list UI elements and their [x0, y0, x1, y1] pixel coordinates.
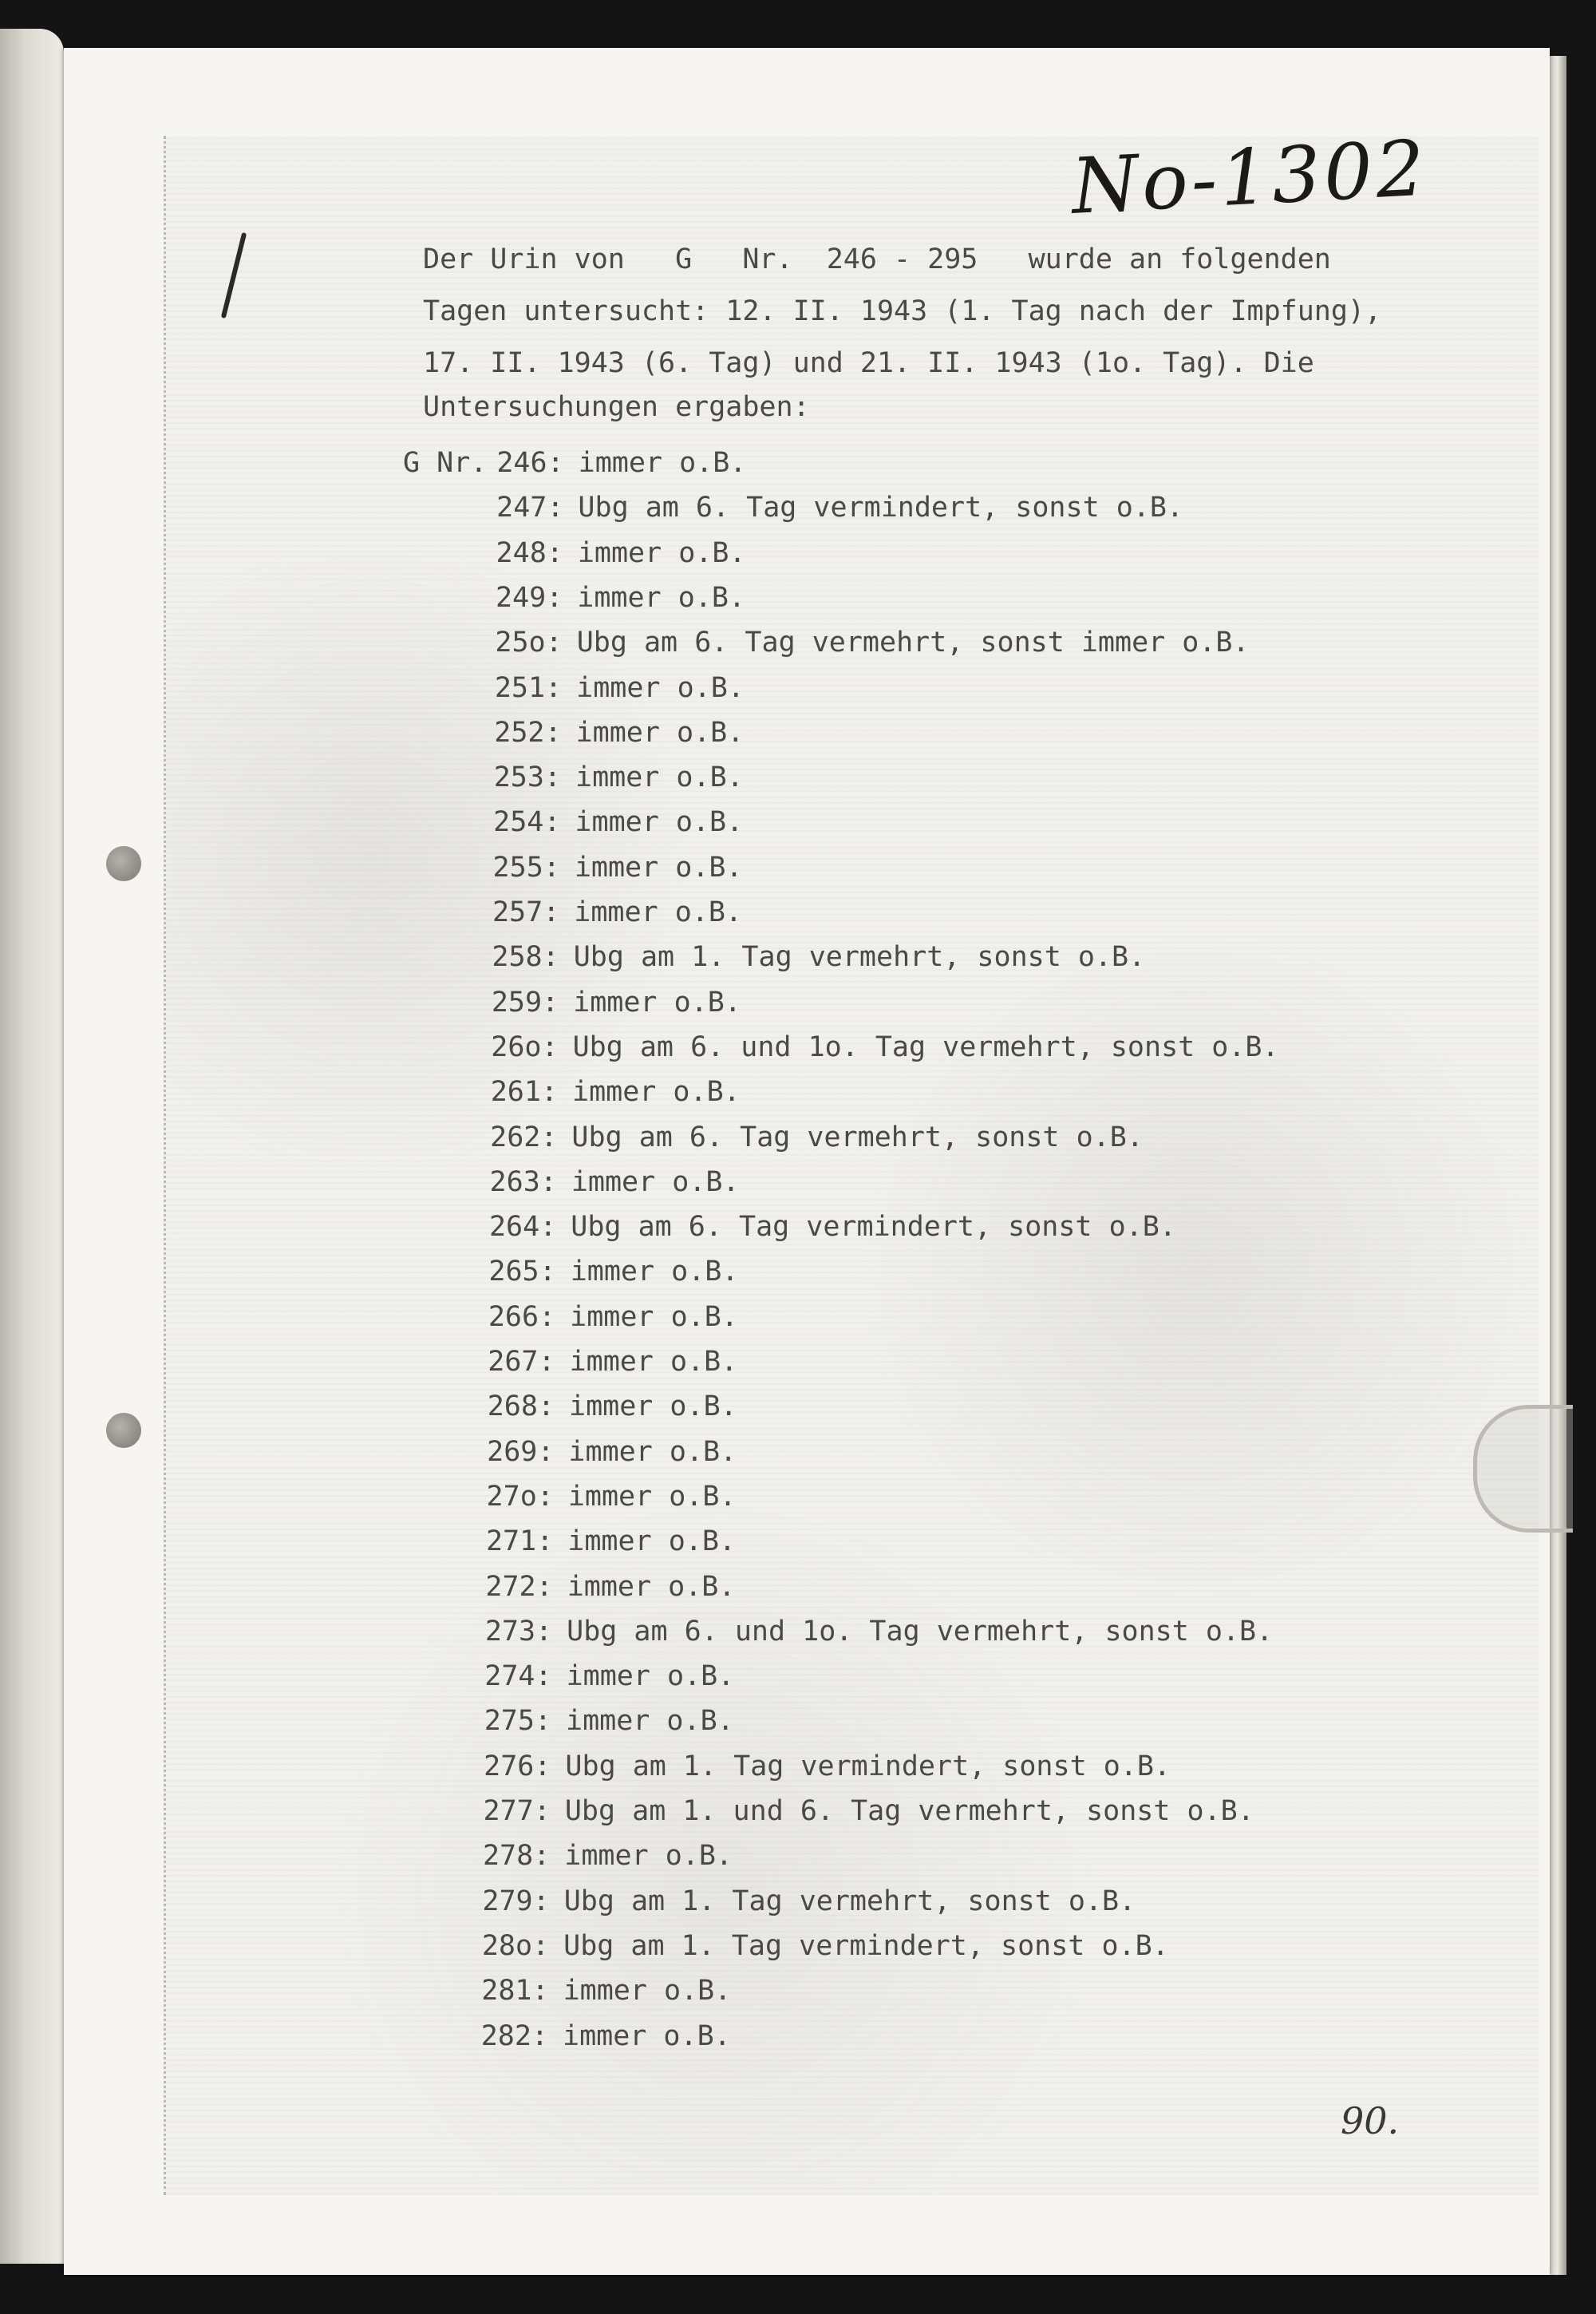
list-item — [451, 1795, 1254, 1827]
list-item — [456, 1211, 1176, 1243]
list-item — [452, 1660, 735, 1692]
list-item — [460, 896, 742, 928]
punch-hole-bottom — [106, 1413, 141, 1448]
entry-result: immer o.B. — [577, 581, 745, 614]
entry-number: 251: — [494, 671, 563, 704]
entry-number: 271: — [485, 1525, 554, 1558]
entry-result: Ubg am 6. und 1o. Tag vermehrt, sonst o.B. — [572, 1030, 1279, 1063]
entry-number: 25o: — [495, 627, 563, 659]
entry-result: immer o.B. — [569, 1346, 738, 1378]
entry-number: 28o: — [481, 1929, 550, 1962]
entry-number: 263: — [489, 1165, 557, 1198]
entry-result: immer o.B. — [577, 536, 746, 569]
list-item — [451, 1750, 1171, 1782]
entry-result: immer o.B. — [567, 1480, 737, 1513]
list-item — [453, 1571, 736, 1603]
list-item — [452, 1616, 1273, 1647]
entry-number: 266: — [488, 1300, 556, 1333]
intro-line: 17. II. 1943 (6. Tag) und 21. II. 1943 (1o. Tag). Die — [423, 347, 1314, 379]
entry-number: 281: — [481, 1975, 549, 2007]
entry-result: Ubg am 1. Tag vermehrt, sonst o.B. — [563, 1885, 1136, 1917]
entry-result: immer o.B. — [573, 986, 741, 1019]
list-item — [460, 852, 743, 884]
entry-result: immer o.B. — [575, 716, 745, 749]
entry-result: immer o.B. — [574, 851, 743, 884]
paper-clip — [1473, 1405, 1573, 1533]
entry-number: 247: — [496, 492, 564, 524]
entry-result: immer o.B. — [570, 1256, 739, 1288]
list-item — [461, 761, 744, 793]
list-item — [459, 987, 741, 1019]
entry-result: immer o.B. — [575, 761, 744, 794]
entry-number: 264: — [488, 1211, 557, 1244]
list-item — [454, 1436, 737, 1468]
list-item — [456, 1301, 738, 1333]
list-item — [453, 1525, 736, 1557]
entry-result: immer o.B. — [576, 671, 745, 704]
entry-result: immer o.B. — [564, 1840, 733, 1873]
list-item — [455, 1390, 737, 1422]
list-item — [456, 1256, 739, 1288]
intro-line: Tagen untersucht: 12. II. 1943 (1. Tag nach der Impfung), — [423, 295, 1382, 327]
entry-result: immer o.B. — [575, 806, 744, 839]
entry-result: immer o.B. — [566, 1705, 734, 1738]
entry-result: immer o.B. — [567, 1570, 736, 1603]
entry-result: Ubg am 1. und 6. Tag vermehrt, sonst o.B. — [564, 1795, 1254, 1827]
list-item — [462, 717, 745, 749]
entry-result: immer o.B. — [567, 1525, 736, 1558]
entry-number: 262: — [490, 1121, 558, 1153]
entry-number: 265: — [488, 1256, 556, 1288]
entry-result: immer o.B. — [571, 1165, 740, 1198]
entry-result: immer o.B. — [570, 1300, 738, 1333]
entry-result: Ubg am 6. Tag vermehrt, sonst o.B. — [571, 1121, 1144, 1153]
entry-number: 261: — [490, 1076, 558, 1109]
entry-result: immer o.B. — [569, 1390, 737, 1423]
list-item — [458, 1076, 741, 1108]
list-item — [456, 1346, 738, 1378]
document-number: No-1302 — [1069, 123, 1430, 231]
entry-result: Ubg am 6. Tag vermehrt, sonst immer o.B. — [576, 627, 1250, 659]
entry-number: 258: — [492, 941, 559, 974]
entry-result: immer o.B. — [568, 1435, 737, 1468]
list-item — [463, 582, 745, 614]
list-item — [450, 1840, 733, 1872]
entry-result: immer o.B. — [574, 896, 742, 928]
entry-result: Ubg am 6. Tag vermindert, sonst o.B. — [571, 1211, 1176, 1244]
entry-result: immer o.B. — [563, 1975, 732, 2007]
punch-hole-top — [106, 846, 141, 881]
intro-line: Der Urin von G Nr. 246 - 295 wurde an folgenden — [423, 243, 1331, 275]
list-item — [457, 1121, 1143, 1153]
entry-number: 276: — [484, 1750, 551, 1782]
entry-result: immer o.B. — [578, 447, 747, 479]
list-item — [459, 1031, 1279, 1063]
entry-number: 255: — [492, 851, 560, 884]
entry-result: Ubg am 6. Tag vermindert, sonst o.B. — [578, 492, 1184, 524]
entry-result: immer o.B. — [572, 1076, 741, 1109]
entry-number: 277: — [483, 1795, 551, 1827]
list-item — [448, 2020, 731, 2052]
entry-result: Ubg am 1. Tag vermindert, sonst o.B. — [565, 1750, 1171, 1782]
entry-number: 278: — [482, 1840, 551, 1873]
list-item — [463, 627, 1250, 659]
list-item — [462, 672, 745, 704]
entry-number: 279: — [482, 1885, 550, 1917]
list-item — [403, 447, 746, 479]
list-item — [450, 1885, 1136, 1917]
list-item — [449, 1930, 1169, 1962]
list-item — [452, 1705, 734, 1737]
entry-number: 274: — [484, 1660, 552, 1693]
entry-number: 273: — [484, 1615, 553, 1647]
entry-number: 26o: — [491, 1030, 559, 1063]
list-item — [460, 806, 743, 838]
entry-number: 269: — [487, 1435, 555, 1468]
entry-result: Ubg am 1. Tag vermindert, sonst o.B. — [563, 1929, 1169, 1962]
list-item — [449, 1975, 732, 2007]
entry-number: 246: — [496, 447, 564, 479]
entry-number: 282: — [480, 2019, 548, 2052]
entry-result: immer o.B. — [563, 2019, 731, 2052]
entry-number: 252: — [494, 716, 562, 749]
intro-line: Untersuchungen ergaben: — [423, 391, 810, 423]
entry-number: 254: — [493, 806, 561, 839]
entry-result: Ubg am 1. Tag vermehrt, sonst o.B. — [573, 941, 1146, 974]
list-item — [457, 1166, 740, 1198]
entry-result: immer o.B. — [566, 1660, 735, 1693]
adjacent-page-edge — [0, 29, 64, 2264]
entry-result: Ubg am 6. und 1o. Tag vermehrt, sonst o.B. — [567, 1615, 1274, 1647]
entry-number: 275: — [484, 1705, 551, 1738]
list-item — [454, 1481, 737, 1513]
entry-number: 257: — [492, 896, 560, 928]
list-item — [464, 492, 1183, 524]
entry-number: 253: — [493, 761, 561, 794]
entry-number: 249: — [495, 581, 563, 614]
list-item — [464, 537, 746, 569]
page-number: 90. — [1341, 2099, 1400, 2142]
entry-number: 272: — [485, 1570, 553, 1603]
entry-prefix: G Nr. — [403, 447, 488, 479]
entry-number: 248: — [496, 536, 563, 569]
entry-number: 267: — [488, 1346, 555, 1378]
entry-number: 27o: — [486, 1480, 554, 1513]
entry-number: 259: — [491, 986, 559, 1019]
entry-number: 268: — [487, 1390, 555, 1423]
list-item — [460, 941, 1145, 973]
